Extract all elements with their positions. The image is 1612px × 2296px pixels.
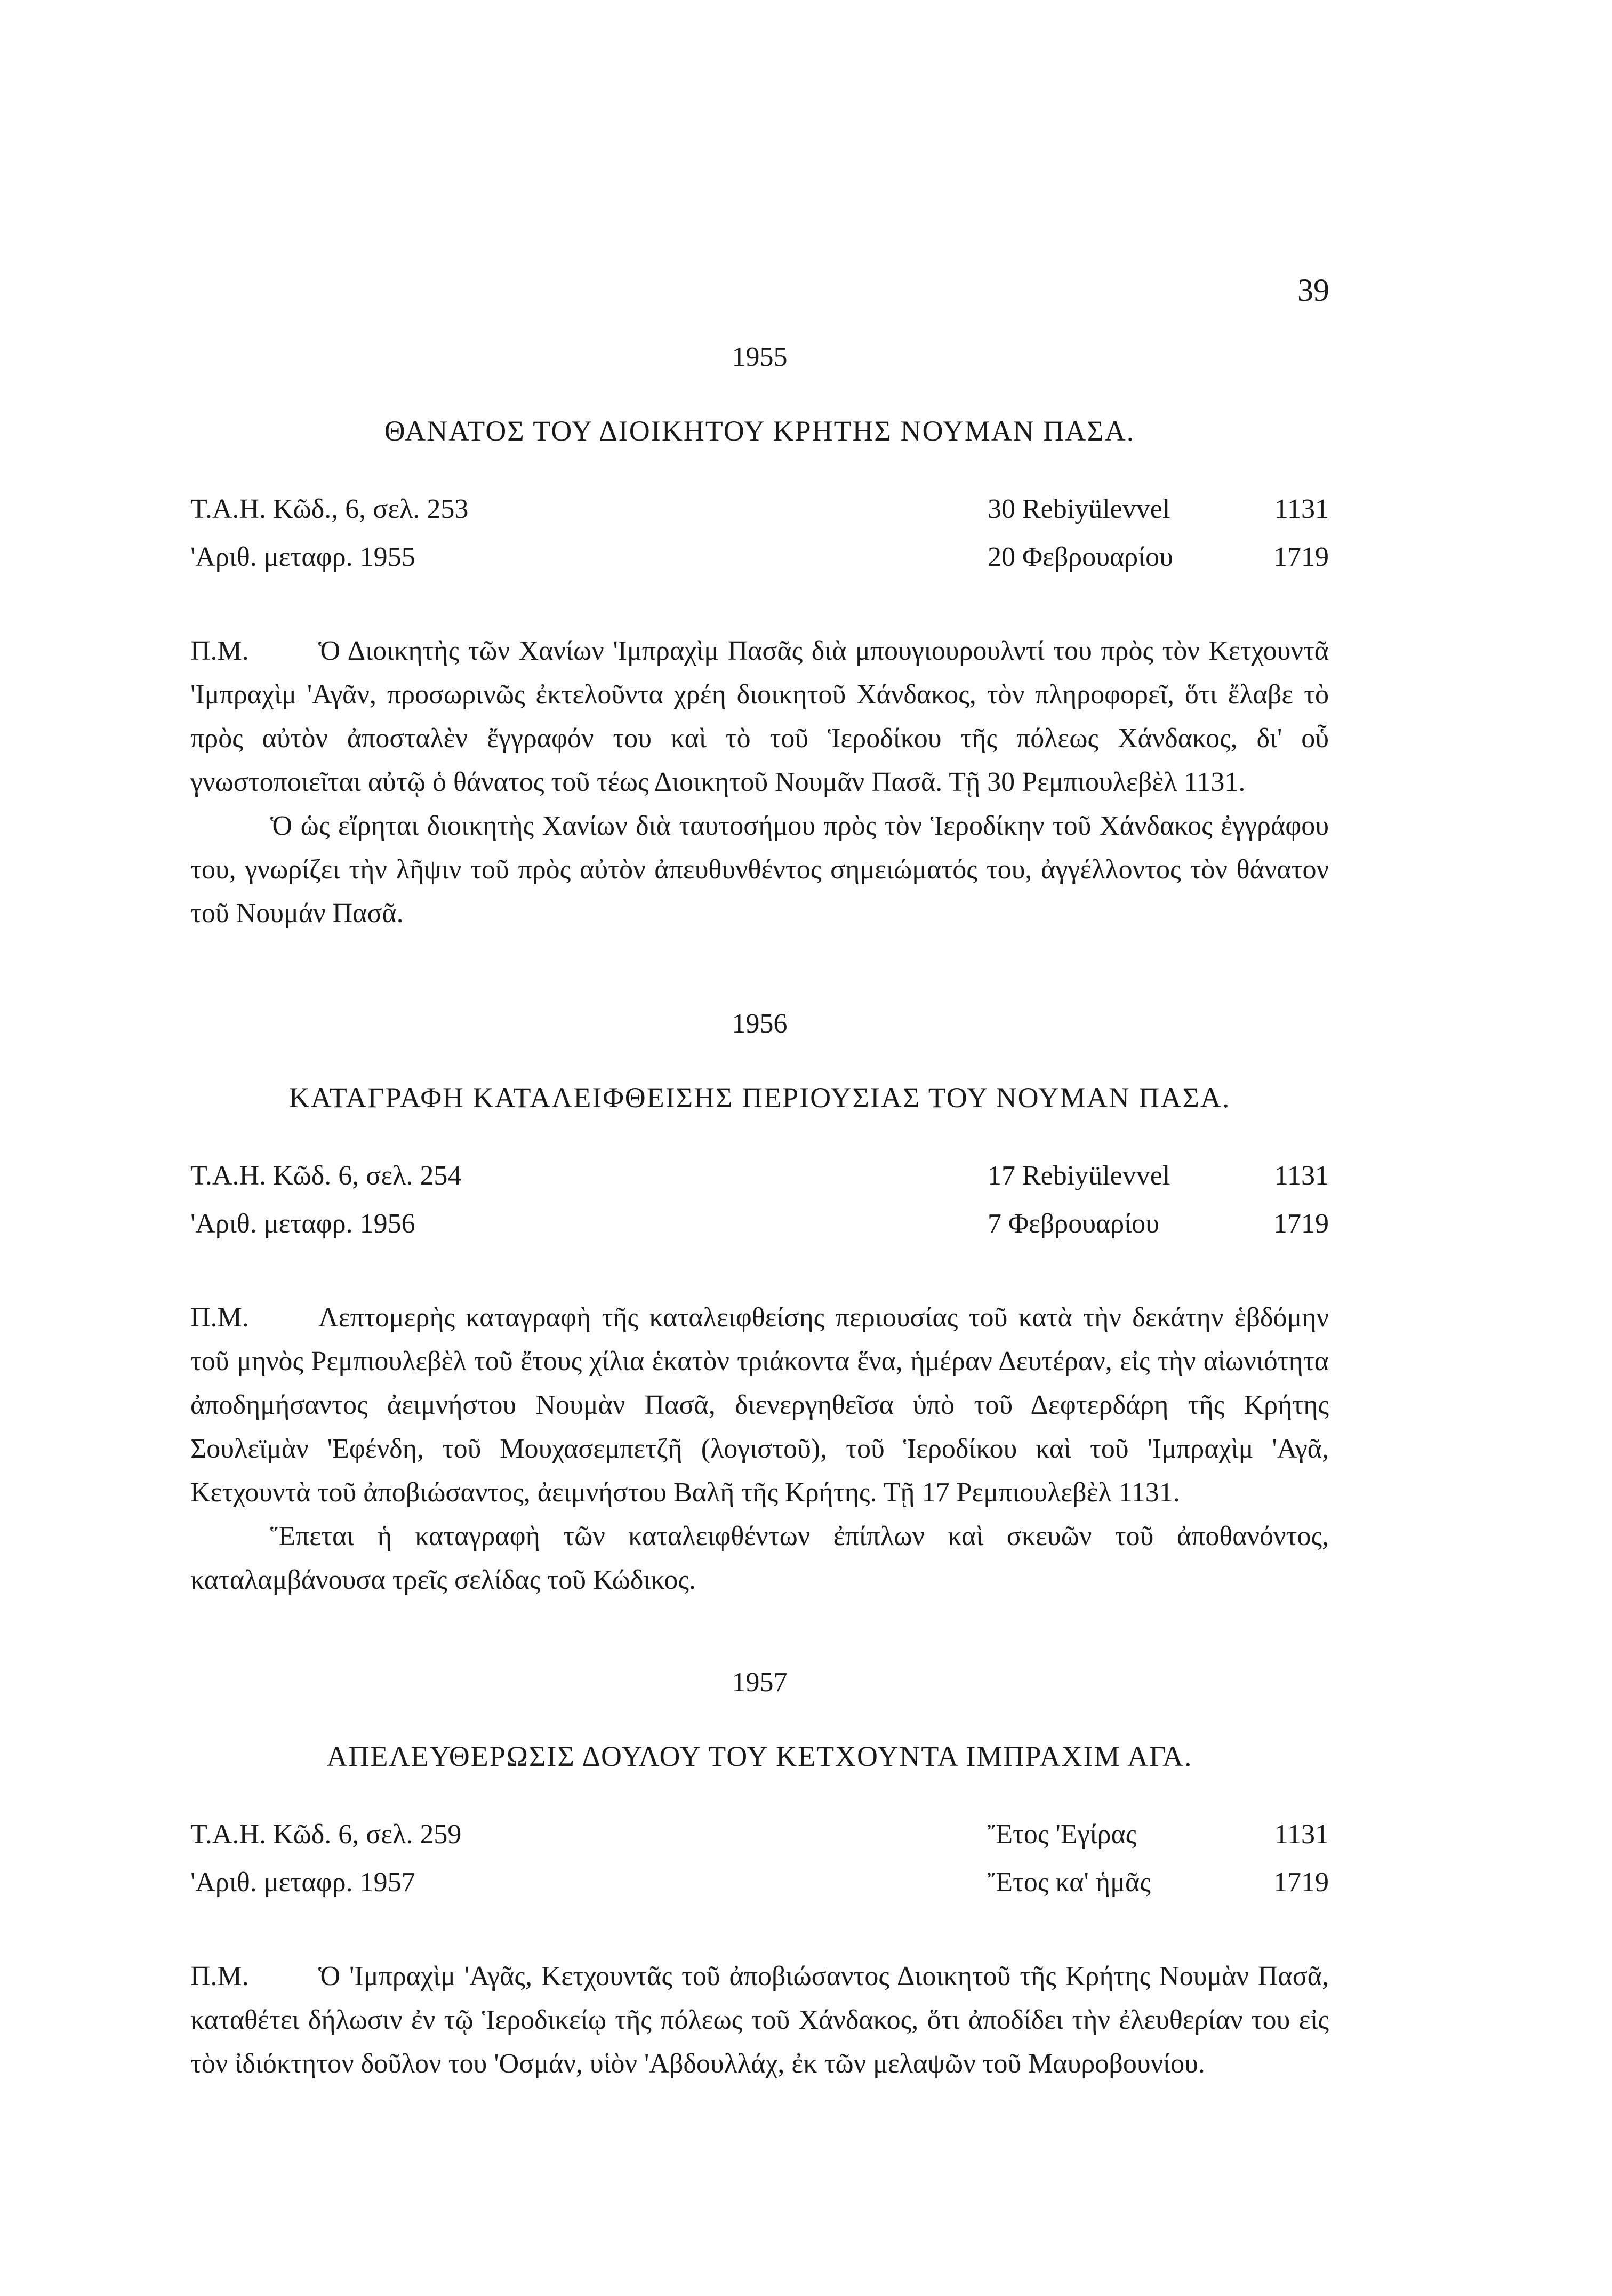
archive-reference: Τ.Α.Η. Κῶδ. 6, σελ. 259: [190, 1819, 462, 1850]
translation-number: 'Αριθ. μεταφρ. 1957: [190, 1867, 415, 1898]
gregorian-date: 7 Φεβρουαρίου: [988, 1209, 1159, 1239]
summary-text: [190, 1296, 1329, 1602]
entry-1956: [190, 1008, 1329, 1602]
reference-row: [190, 1208, 1329, 1256]
summary-label: Π.Μ.: [190, 1961, 249, 1991]
entry-number: 1955: [732, 342, 788, 372]
gregorian-year: 1719: [1273, 1209, 1329, 1239]
summary-label: Π.Μ.: [190, 636, 249, 666]
page-number: 39: [1297, 273, 1329, 308]
reference-row: [190, 493, 1329, 541]
reference-row: [190, 1819, 1329, 1867]
summary-paragraph: Ἕπεται ἡ καταγραφὴ τῶν καταλειφθέντων ἐπίπλων καὶ σκευῶν τοῦ ἀποθανόντος, καταλαμβάνουσα τρεῖς σελίδας τοῦ Κώδικος.: [190, 1521, 1329, 1595]
gregorian-year: 1719: [1273, 1867, 1329, 1898]
entry-1955: [190, 341, 1329, 935]
entry-number: 1956: [732, 1009, 788, 1039]
hijri-year: 1131: [1274, 1819, 1329, 1850]
translation-number: 'Αριθ. μεταφρ. 1955: [190, 542, 415, 572]
hijri-year: 1131: [1274, 1161, 1329, 1191]
gregorian-date: 20 Φεβρουαρίου: [988, 542, 1173, 572]
reference-row: [190, 1160, 1329, 1208]
hijri-date: 17 Rebiyülevvel: [988, 1161, 1170, 1191]
summary-text: [190, 629, 1329, 935]
summary-paragraph: Ὁ Διοικητὴς τῶν Χανίων 'Ιμπραχὶμ Πασᾶς διὰ μπουγιουρουλντί του πρὸς τὸν Κετχουντᾶ 'Ιμπραχὶμ 'Αγᾶν, προσωρινῶς ἐκτελοῦντα χρέη διοικητοῦ Χάνδακος, τὸν πληροφορεῖ, ὅτι ἔλαβε τὸ πρὸς αὐτὸν ἀποσταλὲν ἔγγραφόν του καὶ τὸ τοῦ Ἱεροδίκου τῆς πόλεως Χάνδακος, δι' οὗ γνωστοποιεῖται αὐτῷ ὁ θάνατος τοῦ τέως Διοικητοῦ Νουμᾶν Πασᾶ. Τῇ 30 Ρεμπιουλεβὲλ 1131.: [190, 636, 1329, 797]
entry-title: ΚΑΤΑΓΡΑΦΗ ΚΑΤΑΛΕΙΦΘΕΙΣΗΣ ΠΕΡΙΟΥΣΙΑΣ ΤΟΥ ΝΟΥΜΑΝ ΠΑΣΑ.: [288, 1082, 1231, 1114]
summary-paragraph: Λεπτομερὴς καταγραφὴ τῆς καταλειφθείσης περιουσίας τοῦ κατὰ τὴν δεκάτην ἑβδόμην τοῦ μηνὸς Ρεμπιουλεβὲλ τοῦ ἔτους χίλια ἑκατὸν τριάκοντα ἕνα, ἡμέραν Δευτέραν, εἰς τὴν αἰωνιότητα ἀποδημήσαντος ἀειμνήστου Νουμὰν Πασᾶ, διενεργηθεῖσα ὑπὸ τοῦ Δεφτερδάρη τῆς Κρήτης Σουλεϊμὰν 'Εφένδη, τοῦ Μουχασεμπετζῆ (λογιστοῦ), τοῦ Ἱεροδίκου καὶ τοῦ 'Ιμπραχὶμ 'Αγᾶ, Κετχουντὰ τοῦ ἀποβιώσαντος, ἀειμνήστου Βαλῆ τῆς Κρήτης. Τῇ 17 Ρεμπιουλεβὲλ 1131.: [190, 1302, 1329, 1508]
hijri-year: 1131: [1274, 494, 1329, 524]
translation-number: 'Αριθ. μεταφρ. 1956: [190, 1209, 415, 1239]
entry-title: ΑΠΕΛΕΥΘΕΡΩΣΙΣ ΔΟΥΛΟΥ ΤΟΥ ΚΕΤΧΟΥΝΤΑ ΙΜΠΡΑΧΙΜ ΑΓΑ.: [326, 1740, 1193, 1772]
gregorian-year: 1719: [1273, 542, 1329, 572]
gregorian-date: Ἔτος κα' ἡμᾶς: [988, 1867, 1151, 1898]
archive-reference: Τ.Α.Η. Κῶδ. 6, σελ. 254: [190, 1161, 462, 1191]
entry-title: ΘΑΝΑΤΟΣ ΤΟΥ ΔΙΟΙΚΗΤΟΥ ΚΡΗΤΗΣ ΝΟΥΜΑΝ ΠΑΣΑ.: [384, 415, 1135, 447]
hijri-date: 30 Rebiyülevvel: [988, 494, 1170, 524]
summary-paragraph: Ὁ ὡς εἴρηται διοικητὴς Χανίων διὰ ταυτοσήμου πρὸς τὸν Ἱεροδίκην τοῦ Χάνδακος ἐγγράφου του, γνωρίζει τὴν λῆψιν τοῦ πρὸς αὐτὸν ἀπευθυνθέντος σημειώματός του, ἀγγέλλοντος τὸν θάνατον τοῦ Νουμάν Πασᾶ.: [190, 811, 1329, 929]
archive-reference: Τ.Α.Η. Κῶδ., 6, σελ. 253: [190, 494, 469, 524]
entry-number: 1957: [732, 1667, 788, 1698]
summary-text: [190, 1955, 1329, 2086]
hijri-date: Ἔτος 'Εγίρας: [988, 1819, 1137, 1850]
reference-row: [190, 1867, 1329, 1915]
entry-1957: [190, 1667, 1329, 2086]
reference-row: [190, 541, 1329, 589]
summary-paragraph: Ὁ 'Ιμπραχὶμ 'Αγᾶς, Κετχουντᾶς τοῦ ἀποβιώσαντος Διοικητοῦ τῆς Κρήτης Νουμὰν Πασᾶ, καταθέτει δήλωσιν ἐν τῷ Ἱεροδικείῳ τῆς πόλεως τοῦ Χάνδακος, ὅτι ἀποδίδει τὴν ἐλευθερίαν του εἰς τὸν ἰδιόκτητον δοῦλον του 'Οσμάν, υἱὸν 'Αβδουλλάχ, ἐκ τῶν μελαψῶν τοῦ Μαυροβουνίου.: [190, 1961, 1329, 2079]
summary-label: Π.Μ.: [190, 1302, 249, 1333]
